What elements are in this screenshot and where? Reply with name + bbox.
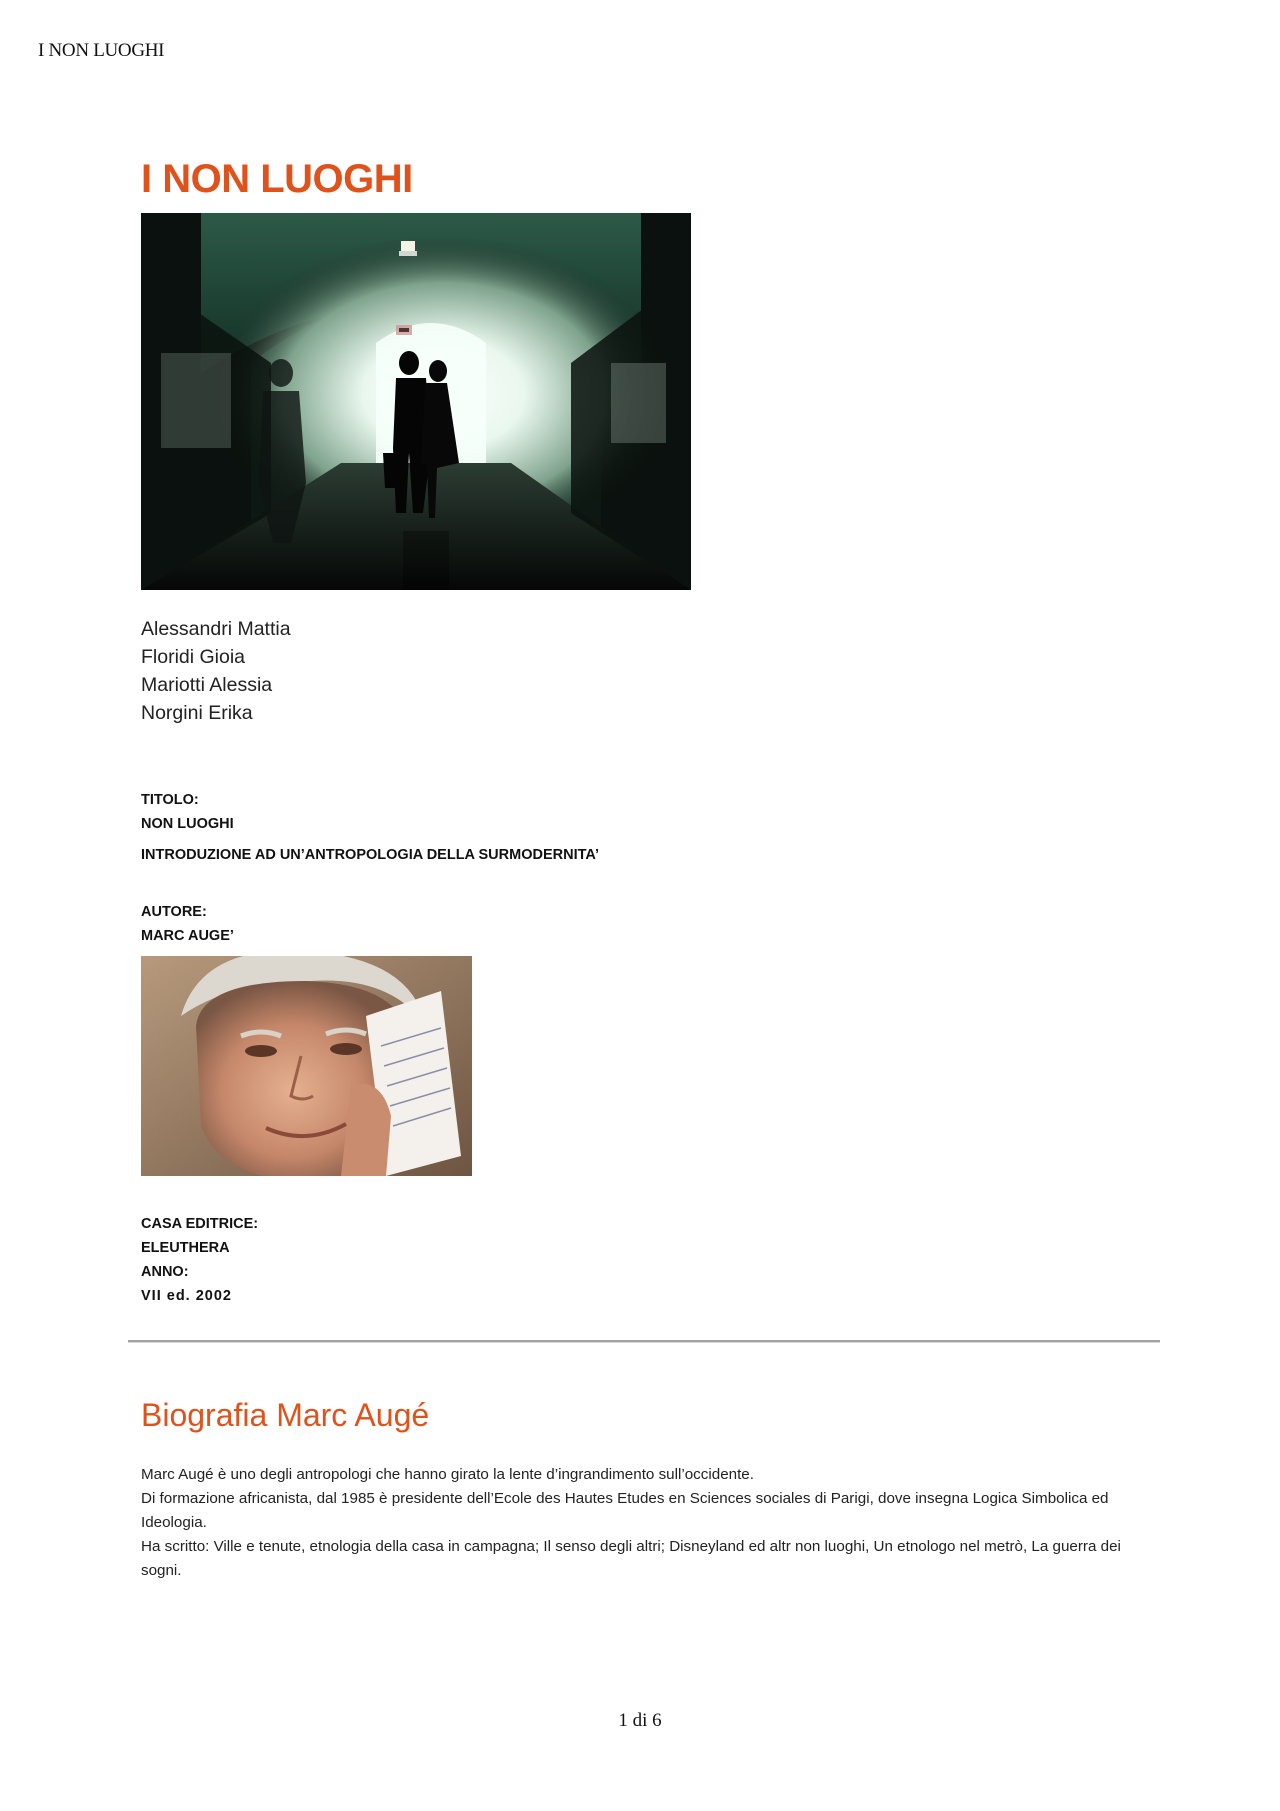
autore-value: MARC AUGE’ xyxy=(141,928,234,944)
autore-label: AUTORE: xyxy=(141,904,207,920)
anno-label: ANNO: xyxy=(141,1264,189,1280)
anno-value: VII ed. 2002 xyxy=(141,1288,232,1304)
authors-list xyxy=(141,615,291,727)
biography-paragraph: Ha scritto: Ville e tenute, etnologia della casa in campagna; Il senso degli altri; Disneyland ed altr non luoghi, Un etnologo nel metrò, La guerra dei sogni. xyxy=(141,1538,1121,1579)
casa-editrice-label: CASA EDITRICE: xyxy=(141,1216,259,1232)
author-name: Alessandri Mattia xyxy=(141,618,291,640)
author-portrait xyxy=(141,956,472,1176)
author-name: Mariotti Alessia xyxy=(141,674,273,696)
publisher-block xyxy=(141,1212,258,1308)
autore-block xyxy=(141,900,234,948)
portrait-illustration xyxy=(141,956,472,1176)
document-title: I NON LUOGHI xyxy=(141,157,413,201)
biography-heading: Biografia Marc Augé xyxy=(141,1397,430,1433)
hero-photo-corridor xyxy=(141,213,691,590)
corridor-illustration xyxy=(141,213,691,590)
section-divider xyxy=(128,1340,1160,1343)
biography-paragraph: Di formazione africanista, dal 1985 è presidente dell’Ecole des Hautes Etudes en Sciences sociales di Parigi, dove insegna Logica Simbolica ed Ideologia. xyxy=(141,1490,1109,1531)
author-name: Norgini Erika xyxy=(141,702,253,724)
titolo-block xyxy=(141,788,599,867)
titolo-value: NON LUOGHI xyxy=(141,816,234,832)
titolo-label: TITOLO: xyxy=(141,792,199,808)
author-name: Floridi Gioia xyxy=(141,646,246,668)
biography-text xyxy=(141,1463,1141,1583)
running-header: I NON LUOGHI xyxy=(38,40,165,61)
titolo-subtitle: INTRODUZIONE AD UN’ANTROPOLOGIA DELLA SURMODERNITA’ xyxy=(141,847,600,863)
casa-editrice-value: ELEUTHERA xyxy=(141,1240,230,1256)
biography-paragraph: Marc Augé è uno degli antropologi che hanno girato la lente d’ingrandimento sull’occidente. xyxy=(141,1466,754,1483)
page-number: 1 di 6 xyxy=(618,1710,662,1731)
